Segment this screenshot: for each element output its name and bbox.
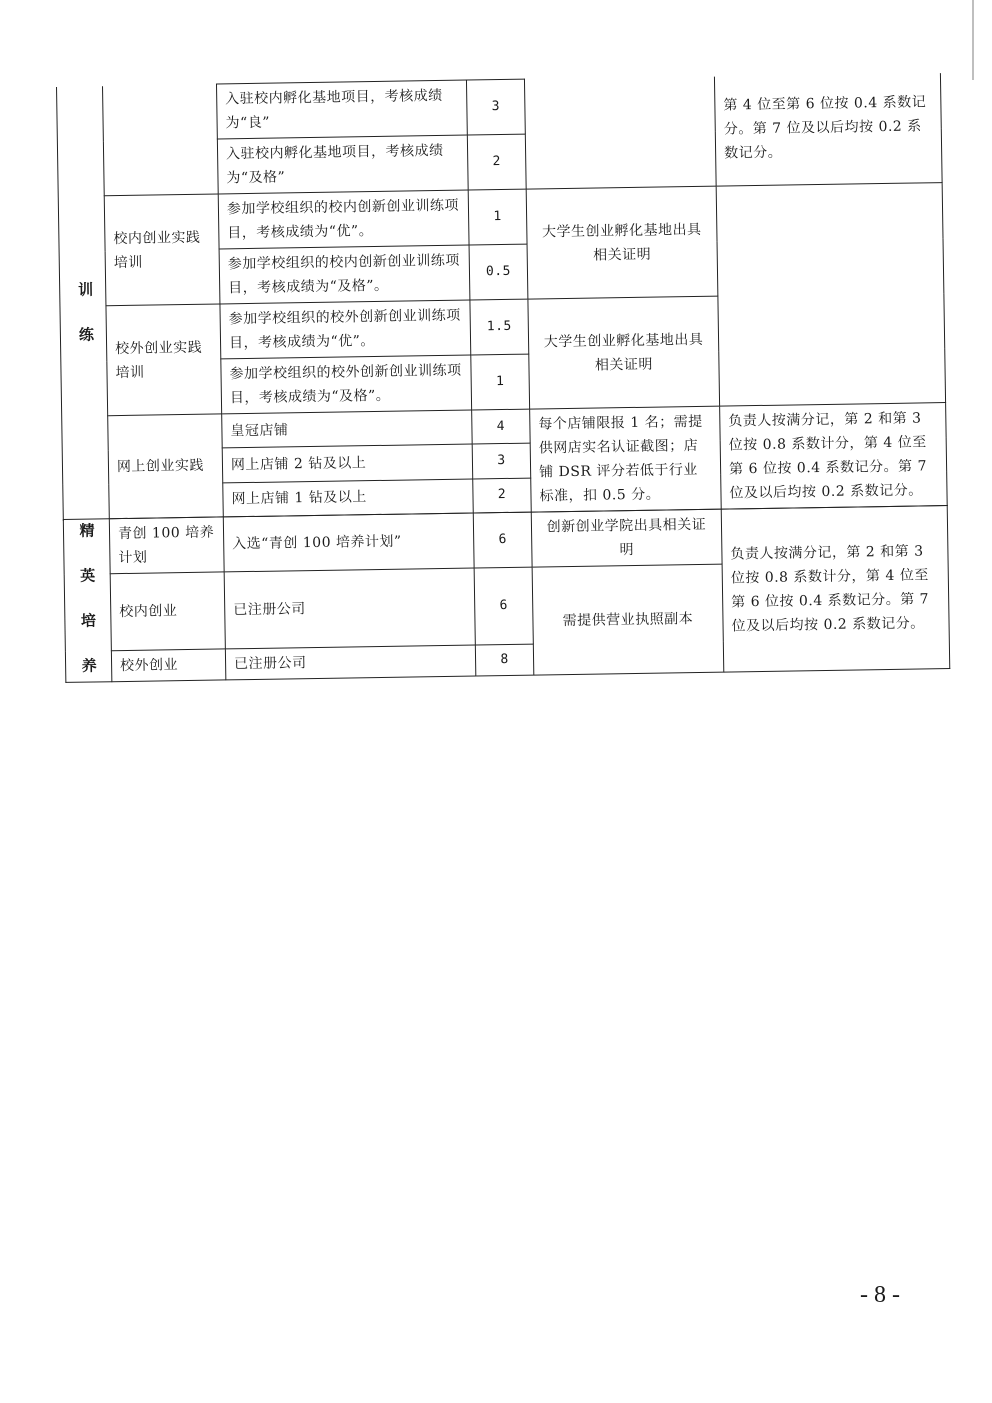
item-cell: 网上创业实践 — [108, 414, 224, 519]
desc-cell: 入选“青创 100 培养计划” — [223, 513, 474, 572]
note-cell: 负责人按满分记，第 2 和第 3 位按 0.8 系数计分，第 4 位至第 6 位按 0.4 系数记分。第 7 位及以后均按 0.2 系数记分。 — [720, 403, 948, 510]
score-cell: 2 — [473, 478, 532, 513]
desc-cell: 网上店铺 2 钻及以上 — [222, 444, 473, 482]
score-cell: 1 — [471, 354, 530, 410]
desc-cell: 皇冠店铺 — [222, 410, 473, 448]
scan-edge — [972, 0, 974, 80]
desc-cell: 入驻校内孵化基地项目，考核成绩为“良” — [216, 80, 467, 139]
proof-cell: 大学生创业孵化基地出具相关证明 — [526, 186, 718, 299]
proof-cell: 需提供营业执照副本 — [532, 564, 724, 675]
item-cell: 校内创业实践培训 — [104, 194, 220, 306]
score-cell: 4 — [472, 409, 531, 444]
proof-cell: 每个店铺限报 1 名；需提供网店实名认证截图；店铺 DSR 评分若低于行业标准，扣 0.5 分。 — [530, 406, 722, 512]
desc-cell: 入驻校内孵化基地项目，考核成绩为“及格” — [217, 135, 468, 194]
score-cell: 1.5 — [470, 299, 529, 355]
desc-cell: 参加学校组织的校内创新创业训练项目，考核成绩为“优”。 — [218, 190, 469, 249]
desc-cell: 参加学校组织的校外创新创业训练项目，考核成绩为“优”。 — [220, 300, 471, 359]
score-cell: 6 — [473, 512, 532, 568]
score-cell: 2 — [467, 134, 526, 190]
desc-cell: 参加学校组织的校外创新创业训练项目，考核成绩为“及格”。 — [221, 355, 472, 414]
score-cell: 8 — [475, 644, 533, 676]
scoring-table — [56, 72, 950, 683]
proof-cell-empty — [524, 76, 716, 189]
desc-cell: 已注册公司 — [225, 645, 475, 680]
score-cell: 6 — [474, 567, 533, 645]
score-cell: 1 — [468, 189, 527, 245]
item-cell: 校外创业实践培训 — [106, 304, 222, 416]
table-row — [57, 73, 942, 142]
item-cell: 校内创业 — [110, 572, 225, 651]
item-cell: 青创 100 培养计划 — [109, 517, 224, 574]
desc-cell: 网上店铺 1 钻及以上 — [223, 479, 474, 517]
category-elite: 精 英 培 养 — [63, 519, 112, 683]
score-cell: 3 — [472, 443, 531, 478]
proof-cell: 创新创业学院出具相关证明 — [531, 509, 722, 567]
desc-cell: 已注册公司 — [224, 568, 475, 649]
item-cell-empty — [103, 84, 219, 196]
proof-cell: 大学生创业孵化基地出具相关证明 — [528, 296, 720, 409]
note-cell: 负责人按满分记，第 2 和第 3 位按 0.8 系数计分，第 4 位至第 6 位按 0.4 系数记分。第 7 位及以后均按 0.2 系数记分。 — [721, 506, 950, 673]
note-cell: 第 4 位至第 6 位按 0.4 系数记分。第 7 位及以后均按 0.2 系数记分。 — [714, 73, 942, 187]
score-cell: 0.5 — [469, 244, 528, 300]
category-training: 训 练 — [57, 86, 110, 520]
desc-cell: 参加学校组织的校内创新创业训练项目，考核成绩为“及格”。 — [219, 245, 470, 304]
score-cell: 3 — [466, 79, 525, 135]
note-cell-empty — [716, 183, 945, 407]
item-cell: 校外创业 — [111, 649, 225, 682]
scoring-table-wrapper — [56, 72, 949, 683]
page-number: - 8 - — [860, 1282, 900, 1308]
